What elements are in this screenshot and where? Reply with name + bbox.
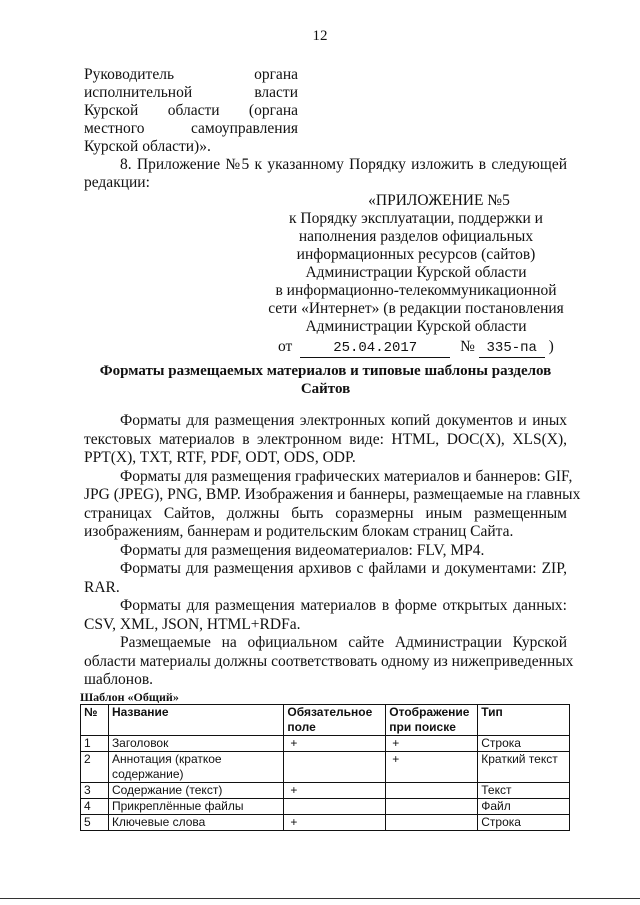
- cell-number: 4: [81, 799, 109, 815]
- paragraph-line: PPT(X), TXT, RTF, PDF, ODT, ODS, ODP.: [84, 449, 356, 466]
- item-8-paragraph: [84, 156, 567, 192]
- page-number: 12: [312, 28, 328, 44]
- paragraph-line: RAR.: [84, 578, 120, 596]
- cell-number: 2: [81, 752, 109, 783]
- cell-number: 3: [81, 783, 109, 799]
- sig-text: (органа: [248, 102, 298, 119]
- paragraph-line: шаблонов.: [84, 671, 154, 688]
- page-bottom-rule: [0, 898, 640, 899]
- paragraph-line: Форматы для размещения электронных копий документов и иных: [120, 412, 567, 429]
- appendix-line: наполнения разделов официальных: [298, 228, 534, 245]
- cell-type: Краткий текст: [478, 752, 570, 783]
- appendix-date-line: [262, 338, 570, 356]
- cell-required: [284, 752, 386, 783]
- section-title-line: Форматы размещаемых материалов и типовые шаблоны разделов: [99, 363, 552, 379]
- table-caption: Шаблон «Общий»: [80, 690, 179, 704]
- section-title-line: Сайтов: [300, 381, 351, 397]
- appendix-title: «ПРИЛОЖЕНИЕ №5: [368, 192, 510, 209]
- table-row: [81, 736, 570, 752]
- cell-name: Содержание (текст): [108, 783, 283, 799]
- sig-text: власти: [254, 84, 298, 101]
- paragraph-line: Размещаемые на официальном сайте Администрации Курской: [120, 634, 567, 651]
- cell-required: [284, 799, 386, 815]
- appendix-header: [262, 192, 570, 356]
- cell-name: Заголовок: [108, 736, 283, 752]
- item-8-line: 8. Приложение №5 к указанному Порядку изложить в следующей: [120, 156, 567, 173]
- paragraph-line: области материалы должны соответствовать одному из нижеприведенных: [84, 652, 574, 670]
- col-required: Обязательное поле: [284, 705, 386, 736]
- cell-name: Прикреплённые файлы: [108, 799, 283, 815]
- appendix-line: сети «Интернет» (в редакции постановления: [268, 300, 564, 317]
- appendix-line: информационных ресурсов (сайтов): [296, 246, 536, 263]
- number-label: №: [460, 338, 475, 355]
- cell-search: [386, 815, 478, 831]
- cell-type: Строка: [478, 736, 570, 752]
- cell-type: Строка: [478, 815, 570, 831]
- appendix-line: Администрации Курской области: [305, 264, 527, 281]
- table-row: [81, 799, 570, 815]
- sig-text: Курской: [84, 102, 139, 119]
- cell-number: 1: [81, 736, 109, 752]
- paragraph-line: JPG (JPEG), PNG, BMP. Изображения и баннеры, размещаемые на главных: [84, 486, 581, 503]
- table-row: [81, 752, 570, 783]
- table-header-row: [81, 705, 570, 736]
- col-number: №: [81, 705, 109, 736]
- col-name: Название: [108, 705, 283, 736]
- signature-block: [84, 66, 298, 156]
- appendix-line: к Порядку эксплуатации, поддержки и: [289, 210, 543, 227]
- cell-type: Текст: [478, 783, 570, 799]
- template-table: [80, 704, 570, 831]
- sig-text: самоуправления: [190, 120, 298, 137]
- appendix-line: в информационно-телекоммуникационной: [275, 282, 557, 299]
- sig-text: области: [167, 102, 220, 119]
- sig-text: Руководитель: [84, 66, 175, 83]
- cell-type: Файл: [478, 799, 570, 815]
- appendix-line: Администрации Курской области: [305, 318, 527, 335]
- date-field: 25.04.2017: [300, 339, 450, 358]
- table-row: [81, 783, 570, 799]
- cell-search: +: [386, 736, 478, 752]
- closing-paren: ): [548, 338, 554, 355]
- cell-search: +: [386, 752, 478, 783]
- cell-search: [386, 783, 478, 799]
- paragraph-line: CSV, XML, JSON, HTML+RDFa.: [84, 615, 301, 633]
- paragraph-line: Форматы для размещения архивов с файлами и документами: ZIP,: [120, 560, 567, 577]
- from-label: от: [278, 338, 293, 355]
- cell-search: [386, 799, 478, 815]
- paragraph-line: изображениям, баннерам и родительским блокам страниц Сайта.: [84, 523, 514, 540]
- paragraph-line: страницах Сайтов, должны быть соразмерны иным размещенным: [84, 504, 567, 522]
- formats-text: [84, 412, 581, 690]
- paragraph-line: Форматы для размещения видеоматериалов: FLV, MP4.: [120, 541, 485, 559]
- section-title: [84, 362, 567, 398]
- col-search: Отображение при поиске: [386, 705, 478, 736]
- sig-text: Курской области)».: [84, 138, 211, 155]
- paragraph-line: Форматы для размещения материалов в форме открытых данных:: [120, 597, 567, 614]
- cell-required: +: [284, 783, 386, 799]
- paragraph-line: Форматы для размещения графических материалов и баннеров: GIF,: [120, 467, 573, 485]
- sig-text: исполнительной: [84, 84, 193, 101]
- col-type: Тип: [478, 705, 570, 736]
- cell-name: Аннотация (краткое содержание): [108, 752, 283, 783]
- cell-required: +: [284, 815, 386, 831]
- paragraph-line: текстовых материалов в электронном виде: HTML, DOC(X), XLS(X),: [84, 430, 567, 448]
- cell-required: +: [284, 736, 386, 752]
- cell-name: Ключевые слова: [108, 815, 283, 831]
- sig-text: органа: [254, 66, 298, 83]
- table-row: [81, 815, 570, 831]
- number-field: 335-па: [479, 339, 545, 358]
- sig-text: местного: [84, 120, 145, 137]
- cell-number: 5: [81, 815, 109, 831]
- item-8-line: редакции:: [84, 174, 150, 191]
